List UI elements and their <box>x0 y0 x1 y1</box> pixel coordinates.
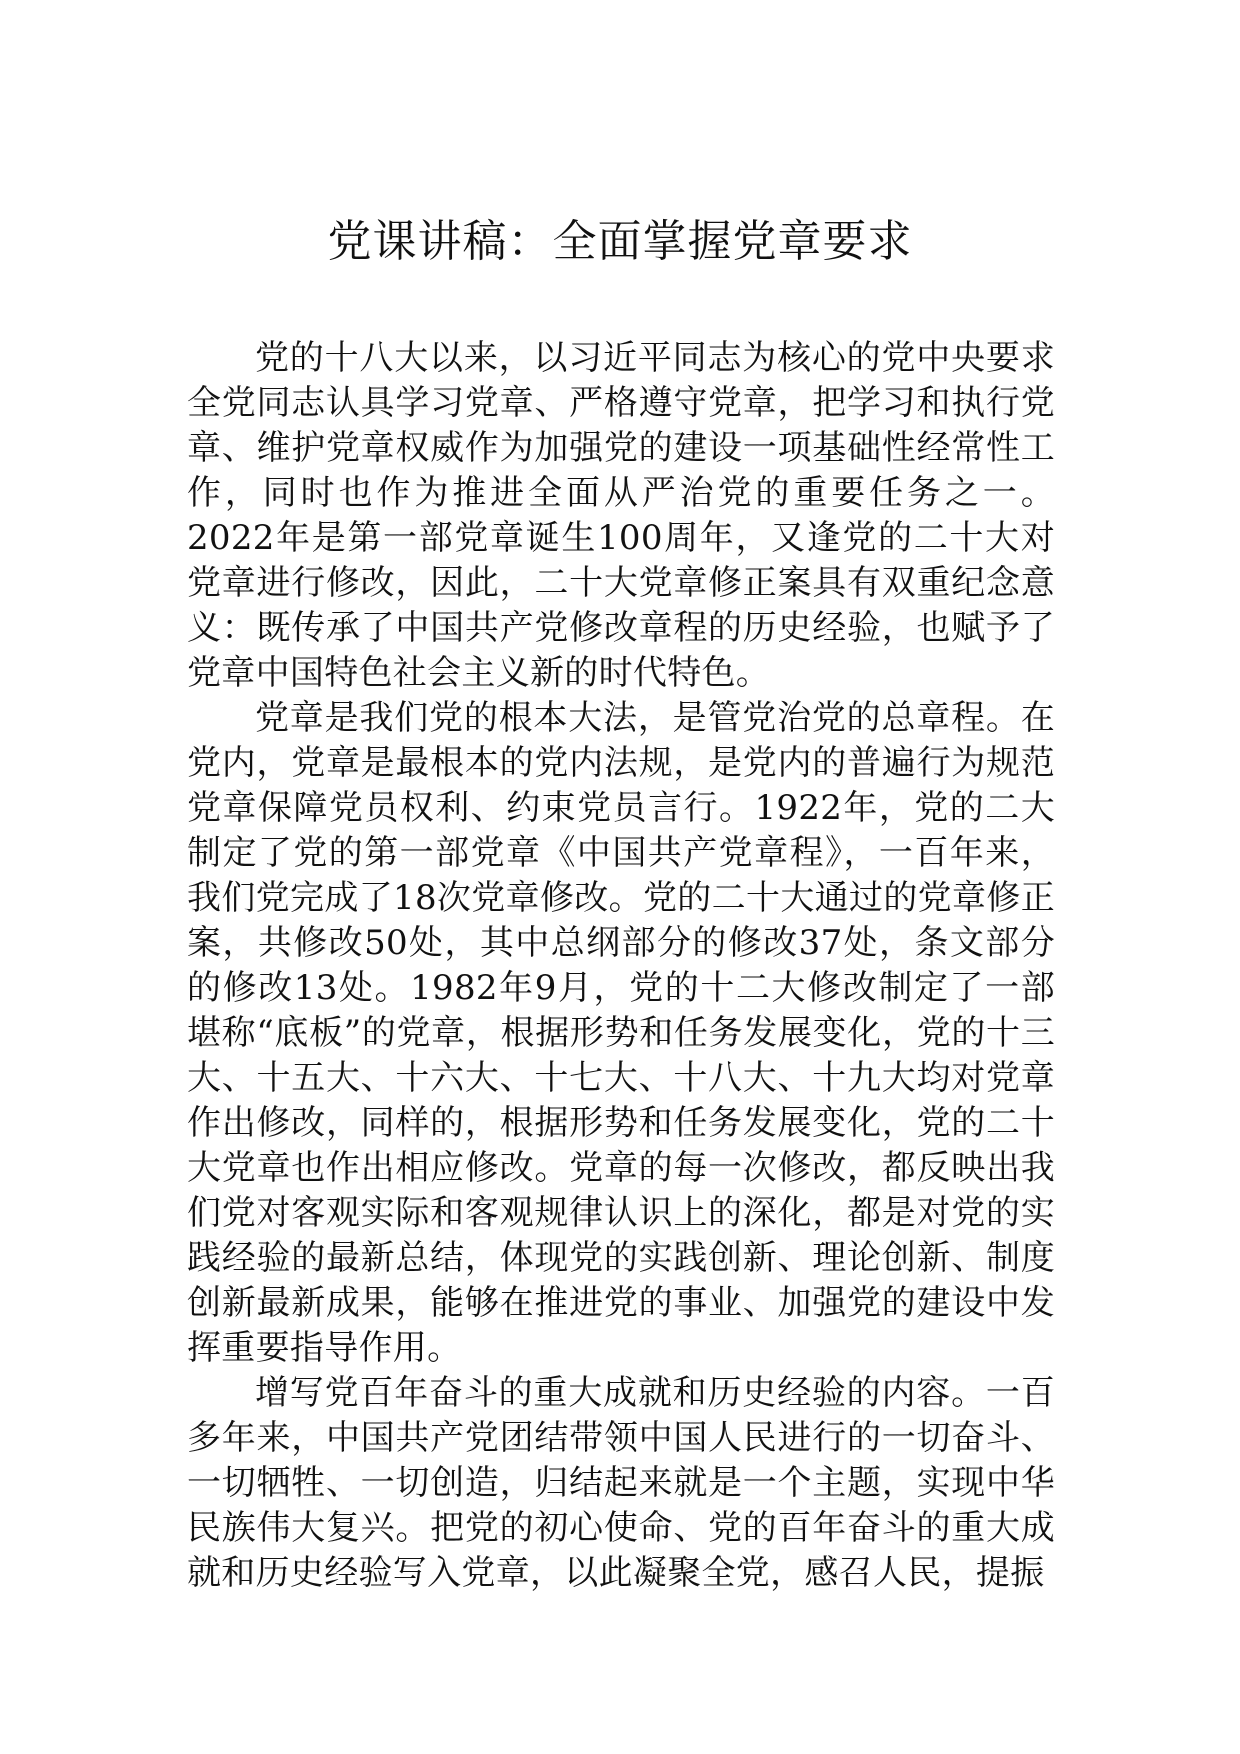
paragraph: 增写党百年奋斗的重大成就和历史经验的内容。一百多年来，中国共产党团结带领中国人民进行的一切奋斗、一切牺牲、一切创造，归结起来就是一个主题，实现中华民族伟大复兴。把党的初心使命、党的百年奋斗的重大成就和历史经验写入党章，以此凝聚全党，感召人民，提振 <box>187 1373 1055 1593</box>
paragraph: 党的十八大以来，以习近平同志为核心的党中央要求全党同志认具学习党章、严格遵守党章，把学习和执行党章、维护党章权威作为加强党的建设一项基础性经常性工作，同时也作为推进全面从严治党的重要任务之一。2022年是第一部党章诞生100周年，又逢党的二十大对党章进行修改，因此，二十大党章修正案具有双重纪念意义：既传承了中国共产党修改章程的历史经验，也赋予了党章中国特色社会主义新的时代特色。 <box>187 338 1055 693</box>
document-body <box>187 336 1055 1596</box>
document-title: 党课讲稿：全面掌握党章要求 <box>327 216 913 267</box>
paragraph: 党章是我们党的根本大法，是管党治党的总章程。在党内，党章是最根本的党内法规，是党内的普遍行为规范党章保障党员权利、约束党员言行。1922年，党的二大制定了党的第一部党章《中国共产党章程》，一百年来，我们党完成了18次党章修改。党的二十大通过的党章修正案，共修改50处，其中总纲部分的修改37处，条文部分的修改13处。1982年9月，党的十二大修改制定了一部堪称“底板”的党章，根据形势和任务发展变化，党的十三大、十五大、十六大、十七大、十八大、十九大均对党章作出修改，同样的，根据形势和任务发展变化，党的二十大党章也作出相应修改。党章的每一次修改，都反映出我们党对客观实际和客观规律认识上的深化，都是对党的实践经验的最新总结，体现党的实践创新、理论创新、制度创新最新成果，能够在推进党的事业、加强党的建设中发挥重要指导作用。 <box>187 698 1055 1368</box>
